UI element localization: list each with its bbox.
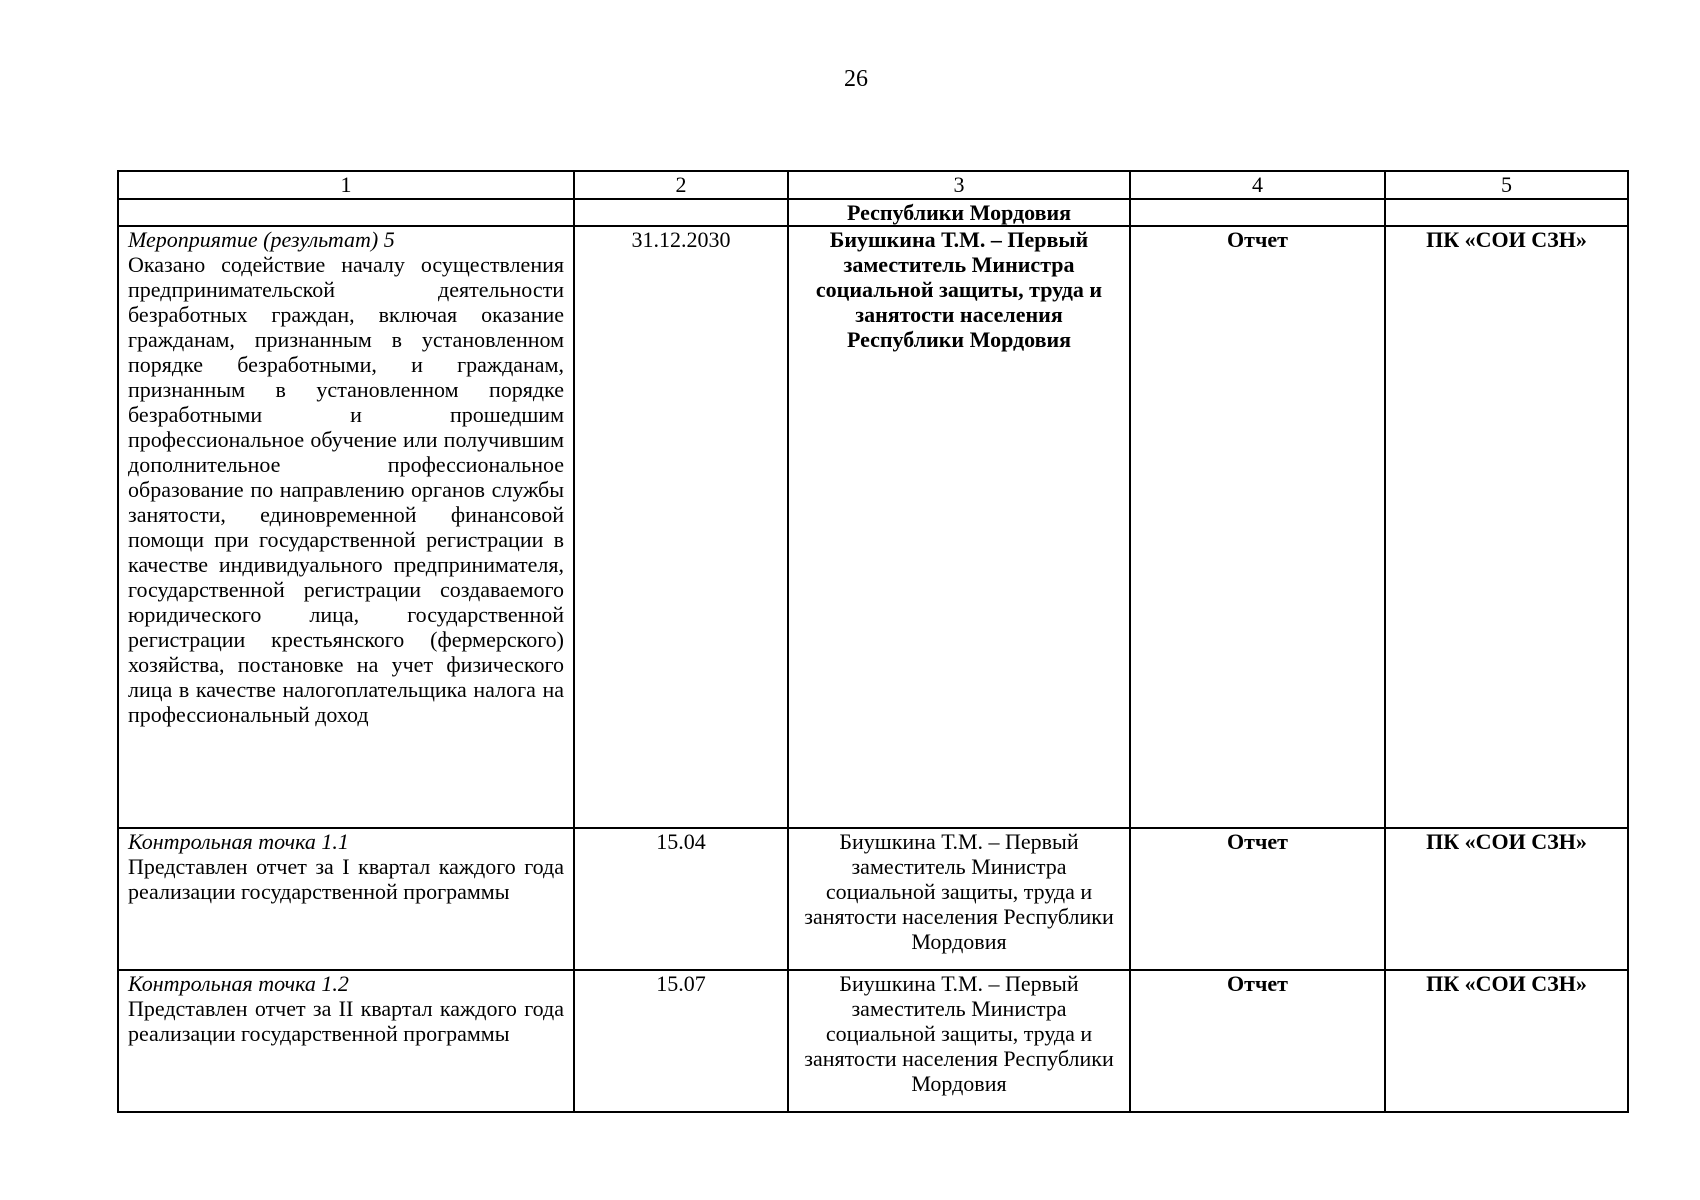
item-date: 31.12.2030 [574,226,788,828]
item-responsible: Биушкина Т.М. – Первый заместитель Министра социальной защиты, труда и занятости населения Республики Мордовия [788,970,1130,1112]
item-date: 15.07 [574,970,788,1112]
item-system: ПК «СОИ СЗН» [1385,226,1628,828]
item-description [118,226,574,828]
column-header-2: 2 [574,171,788,199]
item-title: Мероприятие (результат) 5 [128,227,395,252]
continuation-cell-1 [118,199,574,226]
item-description [118,828,574,970]
item-date: 15.04 [574,828,788,970]
column-header-5: 5 [1385,171,1628,199]
column-header-1: 1 [118,171,574,199]
item-text: Оказано содействие началу осуществления предпринимательской деятельности безработных граждан, включая оказание гражданам, признанным в установленном порядке безработными, и гражданам, признанным в установленном порядке безработными и прошедшим профессиональное обучение или получившим дополнительное профессиональное образование по направлению органов службы занятости, единовременной финансовой помощи при государственной регистрации в качестве индивидуального предпринимателя, государственной регистрации создаваемого юридического лица, государственной регистрации крестьянского (фермерского) хозяйства, постановке на учет физического лица в качестве налогоплательщика налога на профессиональный доход [128,252,564,727]
continuation-cell-4 [1130,199,1385,226]
item-system: ПК «СОИ СЗН» [1385,970,1628,1112]
continuation-cell-2 [574,199,788,226]
item-document: Отчет [1130,828,1385,970]
table-row [118,970,1628,1112]
item-system: ПК «СОИ СЗН» [1385,828,1628,970]
item-title: Контрольная точка 1.2 [128,971,349,996]
item-description [118,970,574,1112]
item-document: Отчет [1130,970,1385,1112]
column-header-3: 3 [788,171,1130,199]
item-text: Представлен отчет за II квартал каждого года реализации государственной программы [128,996,564,1046]
item-document: Отчет [1130,226,1385,828]
item-title: Контрольная точка 1.1 [128,829,349,854]
item-text: Представлен отчет за I квартал каждого года реализации государственной программы [128,854,564,904]
item-responsible: Биушкина Т.М. – Первый заместитель Министра социальной защиты, труда и занятости населения Республики Мордовия [788,828,1130,970]
table-row [118,226,1628,828]
continuation-responsible: Республики Мордовия [788,199,1130,226]
plan-table [117,170,1629,1113]
table-row [118,828,1628,970]
continuation-row [118,199,1628,226]
item-responsible: Биушкина Т.М. – Первый заместитель Министра социальной защиты, труда и занятости населения Республики Мордовия [788,226,1130,828]
continuation-cell-5 [1385,199,1628,226]
column-header-4: 4 [1130,171,1385,199]
page-number: 26 [844,66,868,92]
header-row [118,171,1628,199]
